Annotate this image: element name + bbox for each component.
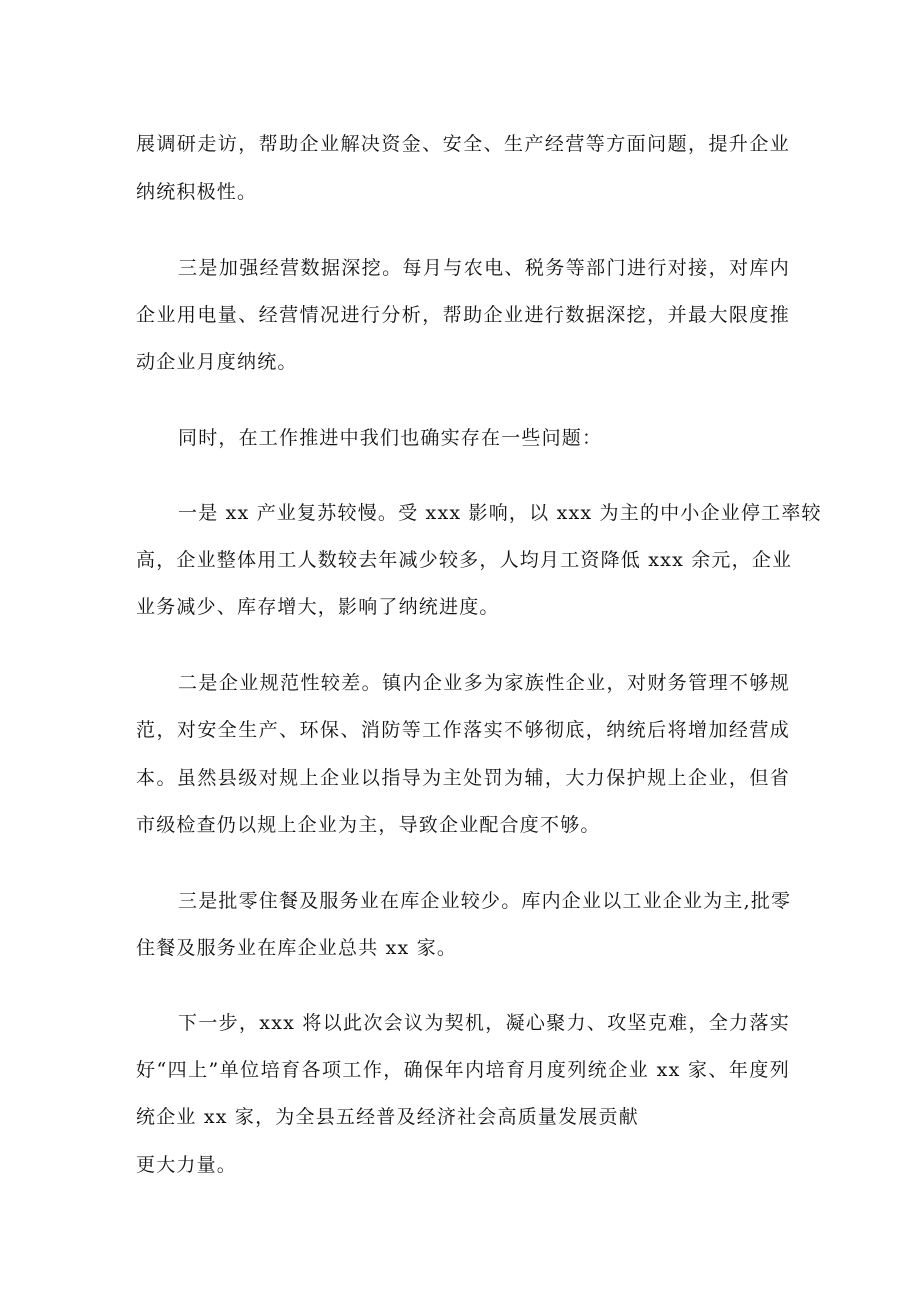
text-line: 本。虽然县级对规上企业以指导为主处罚为辅，大力保护规上企业，但省 [136,767,790,789]
text-line: 纳统积极性。 [136,181,258,203]
text-line: 一是 xx 产业复苏较慢。受 xxx 影响，以 xxx 为主的中小企业停工率较 [178,502,822,524]
text-line: 二是企业规范性较差。镇内企业多为家族性企业，对财务管理不够规 [178,672,790,694]
text-line: 企业用电量、经营情况进行分析，帮助企业进行数据深挖，并最大限度推 [136,304,790,326]
text-line: 市级检查仍以规上企业为主，导致企业配合度不够。 [136,814,601,836]
text-line: 三是批零住餐及服务业在库企业较少。库内企业以工业企业为主,批零 [178,890,792,912]
text-line: 住餐及服务业在库企业总共 xx 家。 [136,937,458,959]
text-line: 下一步，xxx 将以此次会议为契机，凝心聚力、攻坚克难，全力落实 [178,1012,790,1034]
text-line: 范，对安全生产、环保、消防等工作落实不够彻底，纳统后将增加经营成 [136,719,790,741]
text-line: 好“四上”单位培育各项工作，确保年内培育月度列统企业 xx 家、年度列 [136,1059,790,1081]
text-line: 业务减少、库存增大，影响了纳统进度。 [136,596,500,618]
text-line: 展调研走访，帮助企业解决资金、安全、生产经营等方面问题，提升企业 [136,133,790,155]
text-line: 更大力量。 [136,1154,238,1176]
text-line: 三是加强经营数据深挖。每月与农电、税务等部门进行对接，对库内 [178,257,790,279]
text-line: 统企业 xx 家，为全县五经普及经济社会高质量发展贡献 [136,1106,639,1128]
text-line: 高，企业整体用工人数较去年减少较多，人均月工资降低 xxx 余元，企业 [136,549,793,571]
text-line: 动企业月度纳统。 [136,351,298,373]
text-line: 同时，在工作推进中我们也确实存在一些问题： [178,427,603,449]
